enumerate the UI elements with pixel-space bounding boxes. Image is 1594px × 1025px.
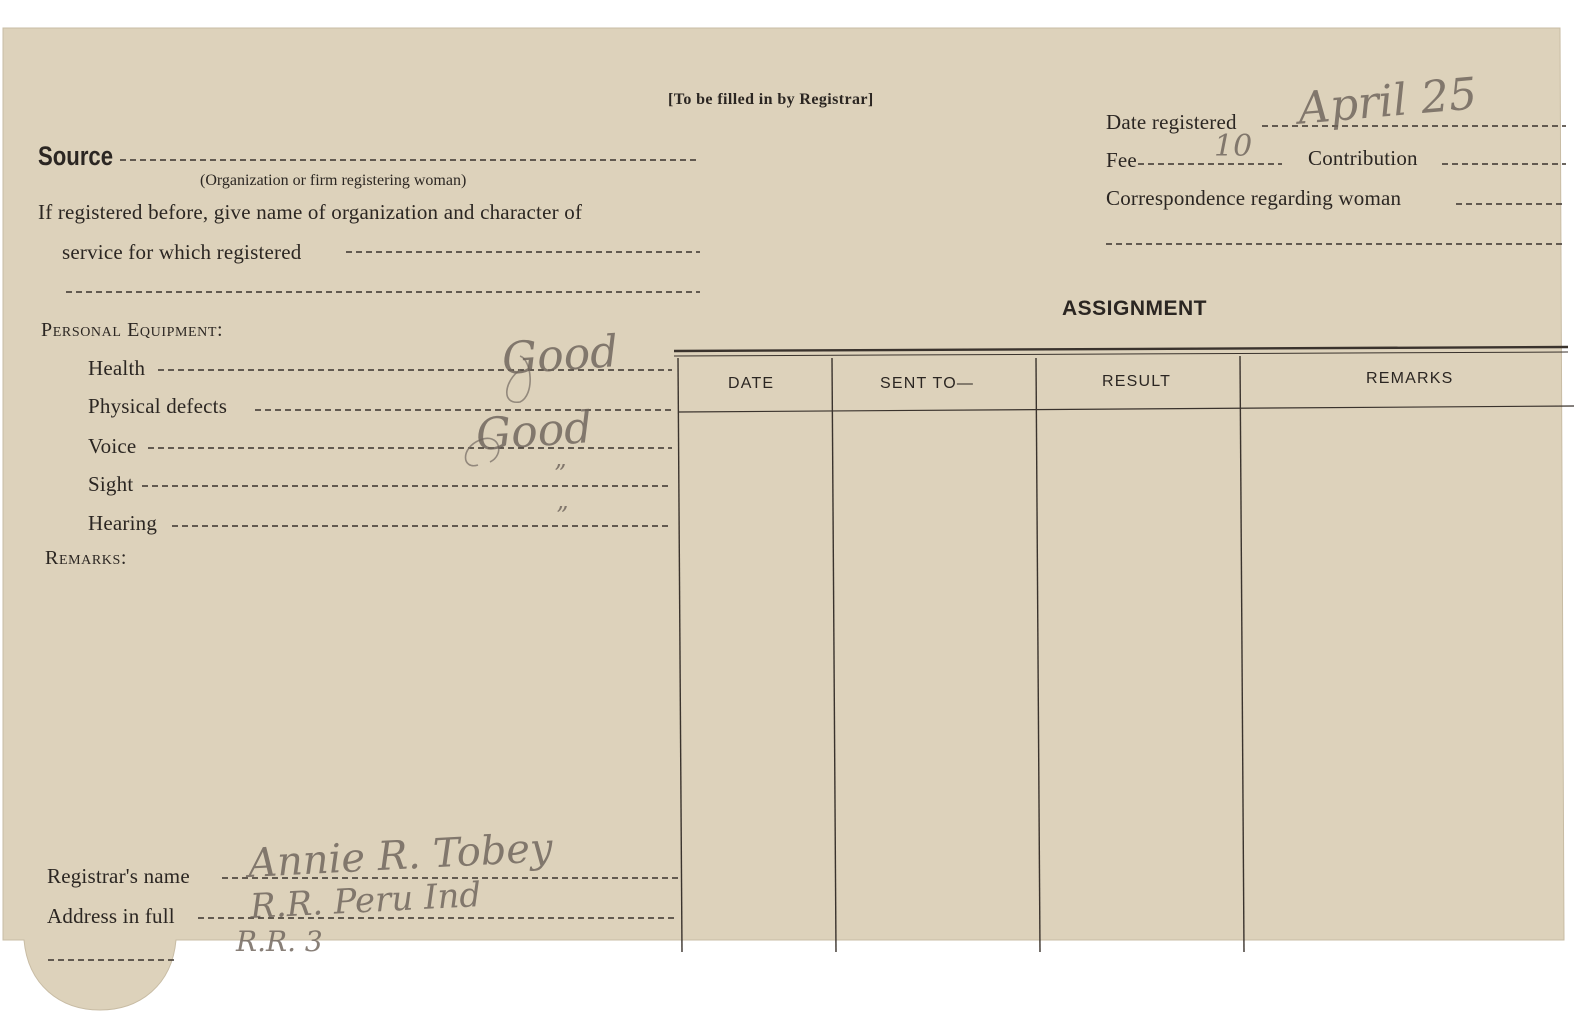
source-label: Source <box>38 141 114 171</box>
source-caption: (Organization or firm registering woman) <box>200 172 467 189</box>
date-registered-label: Date registered <box>1106 110 1237 134</box>
sight-label: Sight <box>88 472 134 496</box>
address-label: Address in full <box>47 904 175 928</box>
address-line2-value: R.R. 3 <box>236 925 323 958</box>
health-label: Health <box>88 356 146 380</box>
fee-value: 10 <box>1214 129 1253 164</box>
hearing-label: Hearing <box>88 511 158 535</box>
voice-label: Voice <box>88 434 137 458</box>
table-header-date: DATE <box>728 375 775 392</box>
remarks-label: Remarks: <box>45 547 128 569</box>
registrar-name-label: Registrar's name <box>47 864 190 888</box>
sight-value: ” <box>554 460 567 488</box>
registered-before-line1: If registered before, give name of organization and character of <box>38 200 583 224</box>
registrar-name-value: Annie R. Tobey <box>247 825 554 887</box>
hearing-value: ” <box>556 502 569 530</box>
voice-value: Good <box>474 402 594 461</box>
table-header-remarks: REMARKS <box>1366 370 1454 387</box>
correspondence-label: Correspondence regarding woman <box>1106 186 1402 210</box>
table-header-result: RESULT <box>1102 373 1172 390</box>
fee-label: Fee <box>1106 148 1137 172</box>
physical-defects-label: Physical defects <box>88 394 228 418</box>
date-registered-value: April 25 <box>1296 68 1479 135</box>
health-value: Good <box>500 326 620 385</box>
registrar-note: [To be filled in by Registrar] <box>668 91 874 108</box>
address-line1-value: R.R. Peru Ind <box>249 874 483 928</box>
personal-equipment-label: Personal Equipment: <box>41 319 224 341</box>
contribution-label: Contribution <box>1308 146 1418 170</box>
table-header-sent-to: SENT TO— <box>880 375 975 392</box>
assignment-title: ASSIGNMENT <box>1062 297 1208 320</box>
registered-before-line2: service for which registered <box>62 240 302 264</box>
